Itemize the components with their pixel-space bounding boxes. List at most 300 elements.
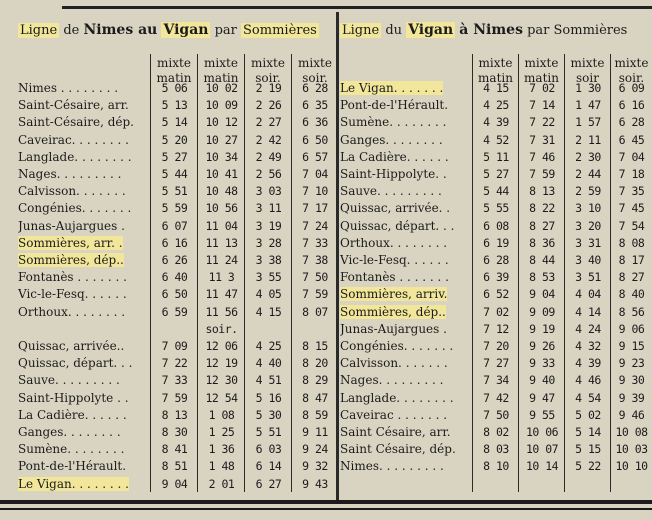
left-heading	[18, 22, 319, 38]
departure-time: 8 53	[529, 270, 555, 285]
station-name	[18, 132, 151, 149]
station-name	[340, 372, 473, 389]
departure-time: 2 11	[575, 132, 601, 147]
col-header-line2: soir.	[302, 71, 328, 85]
departure-time: 3 03	[255, 184, 282, 199]
table-row	[340, 200, 652, 217]
departure-time: 7 27	[483, 356, 509, 371]
departure-time: 7 22	[161, 356, 188, 371]
right-heading	[340, 22, 627, 38]
station-label: Pont-de-l'Hérault.	[340, 98, 449, 113]
departure-time: 10 48	[205, 184, 238, 199]
departure-time: 1 47	[575, 98, 601, 113]
col-header-line1: mixte	[251, 56, 285, 70]
departure-time: 3 28	[255, 235, 282, 250]
departure-time: 6 27	[255, 476, 282, 491]
station-name	[340, 235, 473, 252]
departure-time: 7 46	[529, 149, 555, 164]
departure-time: 8 17	[618, 253, 645, 268]
station-name	[18, 252, 151, 269]
departure-time: 2 59	[575, 184, 601, 199]
departure-time: 7 42	[483, 390, 509, 405]
departure-time: 7 12	[483, 321, 509, 336]
departure-time: 10 56	[205, 201, 238, 216]
station-label: Sumène. . . . . . . .	[18, 442, 125, 457]
departure-time: 9 43	[302, 476, 328, 491]
departure-time: 9 33	[529, 356, 555, 371]
left-title-via: Sommières	[243, 23, 317, 38]
station-label: Quissac, départ. . .	[340, 218, 455, 233]
station-name	[340, 252, 473, 269]
station-label: La Cadière. . . . . .	[340, 149, 449, 164]
departure-time: 6 16	[618, 98, 645, 113]
departure-time: 8 56	[618, 304, 645, 319]
departure-time: 2 01	[208, 476, 235, 491]
bottom-rule-thick	[0, 500, 652, 504]
departure-time: 8 40	[618, 287, 645, 302]
departure-time: 2 44	[575, 167, 601, 182]
station-name	[18, 166, 151, 183]
station-label: Ganges. . . . . . . .	[340, 132, 443, 147]
departure-time: 9 06	[618, 321, 645, 336]
departure-time: 7 09	[161, 339, 188, 354]
station-name	[340, 114, 473, 131]
station-name	[340, 424, 473, 441]
departure-time: 4 39	[575, 356, 601, 371]
departure-time: 6 07	[161, 218, 188, 233]
departure-time: 5 59	[161, 201, 188, 216]
departure-time: 7 17	[302, 201, 328, 216]
station-label: Nages. . . . . . . . .	[18, 167, 122, 182]
station-name	[340, 97, 473, 114]
left-title-prefix: Ligne	[20, 23, 58, 38]
station-name	[18, 458, 151, 475]
departure-time: 2 56	[255, 167, 282, 182]
departure-time: 9 23	[618, 356, 645, 371]
station-name	[18, 321, 151, 338]
departure-time: 4 24	[575, 321, 601, 336]
departure-time: 10 12	[205, 115, 238, 130]
table-row	[340, 338, 652, 355]
departure-time: 3 20	[575, 218, 601, 233]
table-row	[340, 149, 652, 166]
station-label: Sauve. . . . . . . . .	[18, 373, 120, 388]
departure-time: 7 10	[302, 184, 328, 199]
col-header-line1: mixte	[298, 56, 332, 70]
station-label: Pont-de-l'Hérault.	[18, 459, 127, 474]
station-label: Congénies. . . . . . .	[18, 201, 132, 216]
departure-time: 4 05	[255, 287, 282, 302]
departure-time: 6 19	[483, 235, 509, 250]
departure-time: 4 15	[255, 304, 282, 319]
departure-time: 8 15	[302, 339, 328, 354]
station-name	[340, 355, 473, 372]
col-header-line2: matin	[524, 71, 559, 85]
departure-time: 4 54	[575, 390, 601, 405]
station-name	[340, 338, 473, 355]
station-name	[18, 407, 151, 424]
departure-time: 9 19	[529, 321, 555, 336]
table-row	[18, 269, 338, 286]
station-label: Nimes . . . . . . . .	[18, 81, 119, 95]
station-name	[18, 355, 151, 372]
station-label: Le Vigan. . . . . . .	[340, 81, 444, 95]
station-label: Caveirac. . . . . . . .	[18, 132, 129, 147]
station-label: Vic-le-Fesq. . . . . .	[18, 287, 127, 302]
departure-time: 8 03	[483, 442, 509, 457]
departure-time: 4 04	[575, 287, 601, 302]
departure-time: 9 04	[529, 287, 555, 302]
departure-time: 12 54	[205, 390, 238, 405]
departure-time: 12 30	[205, 373, 238, 388]
departure-time: 9 15	[618, 339, 645, 354]
station-name	[340, 458, 473, 475]
table-row	[18, 390, 338, 407]
table-row	[340, 235, 652, 252]
departure-time	[245, 321, 292, 338]
table-row	[18, 166, 338, 183]
departure-time: 3 10	[575, 201, 601, 216]
table-row	[340, 355, 652, 372]
departure-time: 6 08	[483, 218, 509, 233]
departure-time: 7 04	[302, 167, 328, 182]
departure-time: 4 15	[483, 81, 509, 95]
station-label: Vic-le-Fesq. . . . . .	[340, 253, 449, 268]
departure-time: 12 19	[205, 356, 238, 371]
station-name	[340, 149, 473, 166]
left-title-de: de	[63, 23, 80, 38]
departure-time: 2 42	[255, 132, 282, 147]
table-row	[18, 338, 338, 355]
table-row	[18, 407, 338, 424]
departure-time: 9 24	[302, 442, 328, 457]
departure-time: 7 59	[529, 167, 555, 182]
table-row	[340, 114, 652, 131]
station-name	[18, 269, 151, 286]
right-title-prefix: Ligne	[342, 23, 380, 38]
departure-time: 5 27	[483, 167, 509, 182]
station-label: Congénies. . . . . . .	[340, 339, 454, 354]
table-row	[18, 218, 338, 235]
station-label: Fontanès . . . . . . .	[340, 270, 449, 285]
table-row	[340, 321, 652, 338]
table-row	[340, 218, 652, 235]
departure-time: 6 28	[618, 115, 645, 130]
departure-time: 3 19	[255, 218, 282, 233]
table-row	[18, 458, 338, 475]
departure-time: 8 29	[302, 373, 328, 388]
departure-time: 6 35	[302, 98, 328, 113]
table-row	[18, 114, 338, 131]
departure-time: 5 14	[575, 425, 601, 440]
departure-time: 5 22	[575, 459, 601, 474]
departure-time: 8 47	[302, 390, 328, 405]
departure-time: 6 59	[161, 304, 188, 319]
departure-time: 10 07	[525, 442, 559, 457]
departure-time: 11 3	[208, 270, 235, 285]
station-name	[340, 269, 473, 286]
station-name	[340, 80, 473, 97]
right-title-from: Vigan	[408, 22, 454, 38]
station-label: Saint-Césaire, dép.	[18, 115, 134, 130]
departure-time	[292, 321, 338, 338]
departure-time: 4 52	[483, 132, 509, 147]
departure-time: 9 30	[618, 373, 645, 388]
station-label: Langlade. . . . . . . .	[18, 149, 132, 164]
departure-time: 7 54	[618, 218, 645, 233]
departure-time: 10 27	[205, 132, 238, 147]
station-label: Quissac, départ. . .	[18, 356, 133, 371]
departure-time: 8 44	[529, 253, 555, 268]
departure-time: 7 34	[483, 373, 509, 388]
departure-time: 8 02	[483, 425, 509, 440]
departure-time: 8 10	[483, 459, 509, 474]
station-label: Junas-Aujargues .	[18, 218, 125, 233]
departure-time: 8 20	[302, 356, 328, 371]
departure-time: 7 45	[618, 201, 645, 216]
table-row	[340, 458, 652, 475]
departure-time: 2 26	[255, 98, 282, 113]
station-name	[18, 304, 151, 321]
col-header-line2: matin	[478, 71, 513, 85]
table-row	[18, 200, 338, 217]
departure-time: 9 39	[618, 390, 645, 405]
table-row	[340, 424, 652, 441]
station-name	[18, 235, 151, 252]
table-row	[340, 407, 652, 424]
table-row	[18, 132, 338, 149]
table-row	[18, 321, 338, 338]
departure-time: 10 06	[525, 425, 559, 440]
station-label: Sauve. . . . . . . . .	[340, 184, 442, 199]
table-row	[340, 390, 652, 407]
station-label: Nages. . . . . . . . .	[340, 373, 444, 388]
departure-time: 9 55	[529, 407, 555, 422]
departure-time: 2 19	[255, 81, 282, 95]
departure-time: 5 44	[161, 167, 188, 182]
station-name	[340, 321, 473, 338]
col-header-line2: matin	[203, 71, 239, 85]
station-label: Quissac, arrivée. .	[340, 201, 451, 216]
station-name	[340, 166, 473, 183]
departure-time: 10 34	[205, 149, 238, 164]
departure-time: 3 11	[255, 201, 282, 216]
departure-time: soir.	[205, 321, 238, 336]
col-header-line1: mixte	[478, 56, 513, 70]
table-row	[340, 372, 652, 389]
table-row	[340, 286, 652, 303]
departure-time: 5 11	[483, 149, 509, 164]
departure-time: 5 51	[255, 425, 282, 440]
col-header-line2: matin	[156, 71, 192, 85]
departure-time: 8 59	[302, 407, 328, 422]
station-label: Quissac, arrivée..	[18, 339, 125, 354]
table-row	[340, 80, 652, 97]
departure-time: 5 16	[255, 390, 282, 405]
station-label: Calvisson. . . . . . .	[18, 184, 126, 199]
departure-time: 8 30	[161, 425, 188, 440]
bottom-rule-thin	[0, 508, 652, 510]
departure-time: 4 40	[255, 356, 282, 371]
station-name	[18, 476, 151, 493]
station-label: Sommières, arriv.	[340, 287, 448, 302]
station-name	[18, 183, 151, 200]
departure-time: 7 59	[161, 390, 188, 405]
departure-time: 4 39	[483, 115, 509, 130]
station-name	[18, 286, 151, 303]
departure-time: 4 51	[255, 373, 282, 388]
departure-time: 5 02	[575, 407, 601, 422]
departure-time: 10 09	[205, 98, 238, 113]
departure-time: 7 31	[529, 132, 555, 147]
top-rule	[62, 6, 652, 9]
departure-time: 10 08	[615, 425, 648, 440]
station-label: Fontanès . . . . . . .	[18, 270, 127, 285]
departure-time: 4 46	[575, 373, 601, 388]
station-label: Junas-Aujargues .	[340, 321, 447, 336]
center-divider	[336, 12, 339, 502]
station-name	[340, 218, 473, 235]
departure-time: 8 13	[529, 184, 555, 199]
station-label: Nimes. . . . . . . . .	[340, 459, 444, 474]
departure-time: 7 04	[618, 149, 645, 164]
departure-time: 10 41	[205, 167, 238, 182]
departure-time: 7 50	[302, 270, 328, 285]
col-header-line1: mixte	[570, 56, 605, 70]
table-row	[340, 132, 652, 149]
table-row	[18, 235, 338, 252]
table-row	[18, 252, 338, 269]
station-name	[18, 372, 151, 389]
station-label: Sommières, dép..	[18, 253, 124, 268]
departure-time: 7 38	[302, 253, 328, 268]
departure-time: 11 13	[205, 235, 238, 250]
table-row	[18, 80, 338, 97]
departure-time: 5 27	[161, 149, 188, 164]
col-header-line1: mixte	[204, 56, 238, 70]
departure-time: 6 57	[302, 149, 328, 164]
station-name	[18, 390, 151, 407]
table-row	[18, 304, 338, 321]
table-row	[18, 97, 338, 114]
departure-time: 1 25	[208, 425, 235, 440]
departure-time: 11 56	[205, 304, 238, 319]
station-name	[340, 407, 473, 424]
station-name	[18, 441, 151, 458]
departure-time: 8 27	[529, 218, 555, 233]
table-row	[18, 149, 338, 166]
departure-time: 9 46	[618, 407, 645, 422]
departure-time: 7 33	[302, 235, 328, 250]
left-title-from: Nimes au	[83, 22, 158, 38]
col-header-line1: mixte	[614, 56, 649, 70]
station-name	[340, 441, 473, 458]
station-label: Sommières, dép..	[340, 304, 446, 319]
departure-time: 5 15	[575, 442, 601, 457]
station-label: Sommières, arr. .	[18, 235, 123, 250]
departure-time: 7 35	[618, 184, 645, 199]
station-name	[18, 218, 151, 235]
station-label: Caveirac . . . . . . .	[340, 407, 448, 422]
departure-time: 5 44	[483, 184, 509, 199]
station-name	[18, 97, 151, 114]
table-row	[18, 424, 338, 441]
departure-time: 7 14	[529, 98, 555, 113]
departure-time: 12 06	[205, 339, 238, 354]
departure-time: 7 50	[483, 407, 509, 422]
station-name	[18, 424, 151, 441]
departure-time: 5 51	[161, 184, 188, 199]
departure-time: 6 39	[483, 270, 509, 285]
station-label: Saint-Hippolyte . .	[18, 390, 129, 405]
departure-time: 8 36	[529, 235, 555, 250]
departure-time: 4 14	[575, 304, 601, 319]
table-row	[340, 183, 652, 200]
departure-time: 5 20	[161, 132, 188, 147]
departure-time: 8 51	[161, 459, 188, 474]
station-name	[18, 80, 151, 97]
departure-time: 7 59	[302, 287, 328, 302]
departure-time: 6 03	[255, 442, 282, 457]
departure-time: 5 55	[483, 201, 509, 216]
departure-time: 2 30	[575, 149, 601, 164]
departure-time: 6 36	[302, 115, 328, 130]
station-label: Saint-Césaire, arr.	[18, 98, 129, 113]
station-label: Orthoux. . . . . . . .	[18, 304, 126, 319]
departure-time: 8 27	[618, 270, 645, 285]
departure-time: 1 36	[208, 442, 235, 457]
departure-time: 8 41	[161, 442, 188, 457]
station-name	[340, 286, 473, 303]
table-row	[18, 476, 338, 493]
station-name	[340, 304, 473, 321]
station-label: Langlade. . . . . . . .	[340, 390, 454, 405]
station-label: Le Vigan. . . . . . . .	[18, 476, 129, 491]
departure-time: 3 55	[255, 270, 282, 285]
departure-time: 7 02	[483, 304, 509, 319]
col-header-line1: mixte	[524, 56, 559, 70]
departure-time	[151, 321, 198, 338]
departure-time: 6 40	[161, 270, 188, 285]
departure-time: 4 25	[255, 339, 282, 354]
departure-time: 4 32	[575, 339, 601, 354]
station-name	[340, 200, 473, 217]
departure-time: 9 40	[529, 373, 555, 388]
departure-time: 10 10	[615, 459, 648, 474]
station-label: Calvisson. . . . . . .	[340, 356, 448, 371]
station-name	[18, 114, 151, 131]
station-label: Saint-Hippolyte. .	[340, 167, 447, 182]
station-name	[340, 390, 473, 407]
departure-time: 11 24	[205, 253, 238, 268]
station-label: Sumène. . . . . . . .	[340, 115, 447, 130]
departure-time: 3 40	[575, 253, 601, 268]
table-row	[340, 441, 652, 458]
departure-time: 9 09	[529, 304, 555, 319]
station-label: Saint Césaire, dép.	[340, 442, 456, 457]
table-row	[18, 372, 338, 389]
departure-time: 1 08	[208, 407, 235, 422]
departure-time: 9 11	[302, 425, 328, 440]
departure-time: 9 47	[529, 390, 555, 405]
col-header-line2: soir.	[618, 71, 645, 85]
table-row	[18, 183, 338, 200]
departure-time: 6 26	[161, 253, 188, 268]
departure-time: 3 31	[575, 235, 601, 250]
departure-time: 6 50	[161, 287, 188, 302]
left-title-to: Vigan	[163, 22, 209, 38]
departure-time: 10 03	[615, 442, 648, 457]
